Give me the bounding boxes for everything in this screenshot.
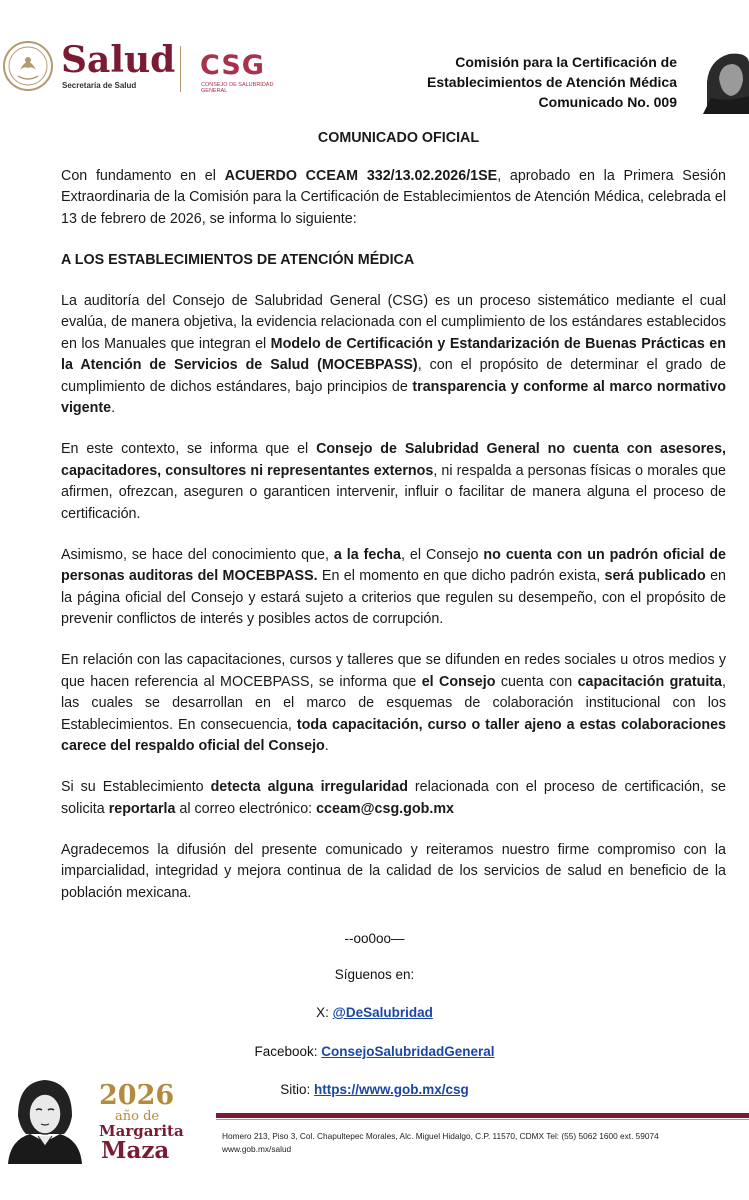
x-social-line: X: @DeSalubridad bbox=[316, 1005, 433, 1020]
intro-paragraph: Con fundamento en el ACUERDO CCEAM 332/13.02.2026/1SE, aprobado en la Primera Sesión Extraordinaria de la Comisión para la Certificación de Establecimientos de Atención Médica, celebrada el 13 de febrero de 2026, se informa lo siguiente: bbox=[61, 167, 726, 227]
website-line: Sitio: https://www.gob.mx/csg bbox=[280, 1082, 469, 1097]
website-link[interactable]: https://www.gob.mx/csg bbox=[314, 1082, 469, 1097]
csg-logo-text: CSG bbox=[200, 50, 265, 81]
year-text: 2026 bbox=[99, 1080, 175, 1111]
paragraph-thanks: Agradecemos la difusión del presente comunicado y reiteramos nuestro firme compromiso con la imparcialidad, integridad y mejora continua de la calidad de los servicios de salud en beneficio de la población mexicana. bbox=[61, 841, 726, 901]
section-heading: A LOS ESTABLECIMIENTOS DE ATENCIÓN MÉDICA bbox=[61, 251, 415, 268]
honoree-last-name: Maza bbox=[101, 1137, 170, 1164]
portrait-image bbox=[699, 42, 749, 114]
document-body bbox=[61, 128, 726, 924]
logo-divider bbox=[180, 46, 181, 92]
document-title: COMUNICADO OFICIAL bbox=[317, 130, 480, 146]
report-email: cceam@csg.gob.mx bbox=[316, 800, 454, 817]
footer-divider bbox=[216, 1113, 749, 1118]
paragraph-training: En relación con las capacitaciones, cursos y talleres que se difunden en redes sociales u otros medios y que hacen referencia al MOCEBPASS, se informa que el Consejo cuenta con capacitación gratuita, las cuales se desarrollan en el marco de esquemas de colaboración institucional con los Establecimientos. En consecuencia, toda capacitación, curso o taller ajeno a estas colaboraciones carece del respaldo oficial del Consejo. bbox=[61, 652, 726, 754]
salud-logo-text: Salud bbox=[61, 39, 176, 81]
follow-us-label: Síguenos en: bbox=[334, 967, 415, 982]
closing-separator: --oo0oo— bbox=[344, 931, 405, 946]
footer-website: www.gob.mx/salud bbox=[222, 1144, 292, 1154]
salud-subtitle: Secretaría de Salud bbox=[62, 81, 137, 90]
year-subtitle: año de bbox=[115, 1109, 160, 1124]
footer-divider-thin bbox=[216, 1119, 749, 1120]
national-seal-icon bbox=[2, 40, 54, 92]
comunicado-number: Comunicado No. 009 bbox=[538, 94, 677, 110]
footer-address-block bbox=[222, 1130, 742, 1156]
paragraph-audit: La auditoría del Consejo de Salubridad General (CSG) es un proceso sistemático mediante el cual evalúa, de manera objetiva, la evidencia relacionada con el cumplimiento de los estándares establecidos en los Manuales que integran el Modelo de Certificación y Estandarización de Buenas Prácticas en la Atención de Servicios de Salud (MOCEBPASS), con el propósito de determinar el grado de cumplimiento de dichos estándares, bajo principios de transparencia y conforme al marco normativo vigente. bbox=[61, 292, 727, 416]
paragraph-report: Si su Establecimiento detecta alguna irregularidad relacionada con el proceso de certificación, se solicita reportarla al correo electrónico: cceam@csg.gob.mx bbox=[61, 779, 726, 817]
x-handle-link[interactable]: @DeSalubridad bbox=[332, 1005, 433, 1020]
facebook-social-line: Facebook: ConsejoSalubridadGeneral bbox=[254, 1044, 495, 1059]
org-line-1: Comisión para la Certificación de bbox=[455, 54, 677, 70]
header-info bbox=[427, 52, 677, 112]
honoree-first-name: Margarita bbox=[99, 1122, 184, 1140]
paragraph-no-advisors: En este contexto, se informa que el Consejo de Salubridad General no cuenta con asesores, capacitadores, consultores ni representantes externos, ni respalda a personas físicas o morales que afirmen, ofrezcan, aseguren o garanticen intervenir, influir o facilitar de manera alguna el proceso de certificación. bbox=[61, 441, 727, 522]
letterhead bbox=[0, 0, 749, 120]
facebook-handle-link[interactable]: ConsejoSalubridadGeneral bbox=[321, 1044, 495, 1059]
footer-address: Homero 213, Piso 3, Col. Chapultepec Morales, Alc. Miguel Hidalgo, C.P. 11570, CDMX Tel: (55) 5062 1600 ext. 59074 bbox=[222, 1131, 659, 1141]
org-line-2: Establecimientos de Atención Médica bbox=[427, 74, 677, 90]
margarita-maza-portrait bbox=[4, 1076, 86, 1164]
csg-subtitle: CONSEJO DE SALUBRIDAD GENERAL bbox=[201, 82, 274, 94]
paragraph-auditor-registry: Asimismo, se hace del conocimiento que, a la fecha, el Consejo no cuenta con un padrón oficial de personas auditoras del MOCEBPASS. En el momento en que dicho padrón exista, será publicado en la página oficial del Consejo y estará sujeto a criterios que regulen su desempeño, con el propósito de prevenir conflictos de interés y posibles actos de corrupción. bbox=[61, 546, 727, 627]
